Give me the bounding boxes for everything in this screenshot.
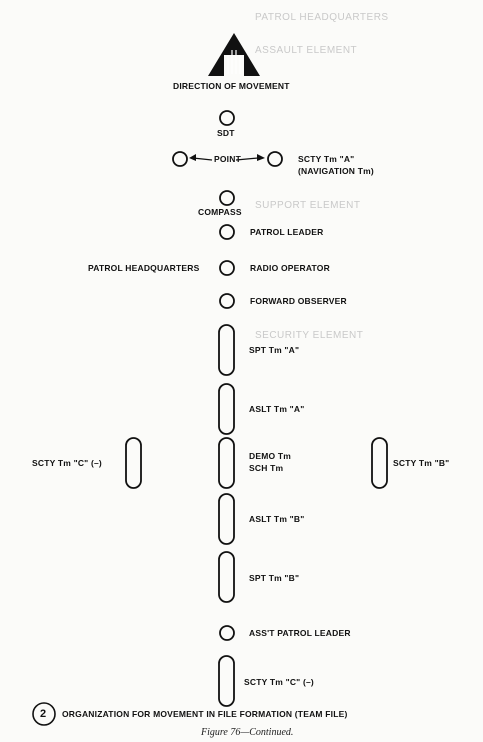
demo-sch-oval xyxy=(219,438,234,488)
aslt-b-oval xyxy=(219,494,234,544)
point-left-arrow-icon xyxy=(189,154,212,161)
bleed-through-text: ASSAULT ELEMENT xyxy=(255,45,358,56)
point-left-circle xyxy=(173,152,187,166)
scty-a-label: SCTY Tm "A" xyxy=(298,154,355,164)
sdt-label: SDT xyxy=(217,128,235,138)
navigation-team-label: (NAVIGATION Tm) xyxy=(298,166,374,176)
radio-operator-label: RADIO OPERATOR xyxy=(250,263,330,273)
sdt-circle xyxy=(220,111,234,125)
scty-b-oval xyxy=(372,438,387,488)
spt-a-oval xyxy=(219,325,234,375)
aslt-b-label: ASLT Tm "B" xyxy=(249,514,305,524)
spt-b-oval xyxy=(219,552,234,602)
patrol-leader-label: PATROL LEADER xyxy=(250,227,324,237)
compass-label: COMPASS xyxy=(198,207,242,217)
forward-observer-label: FORWARD OBSERVER xyxy=(250,296,347,306)
forward-observer-circle xyxy=(220,294,234,308)
radio-operator-circle xyxy=(220,261,234,275)
figure-caption: Figure 76—Continued. xyxy=(201,727,294,738)
spt-b-label: SPT Tm "B" xyxy=(249,573,300,583)
bleed-through-text: SECURITY ELEMENT xyxy=(255,330,364,341)
scty-c-bottom-label: SCTY Tm "C" (–) xyxy=(244,677,314,687)
scty-c-left-label: SCTY Tm "C" (–) xyxy=(32,458,102,468)
spt-a-label: SPT Tm "A" xyxy=(249,345,300,355)
scty-b-label: SCTY Tm "B" xyxy=(393,458,450,468)
scty-c-left-oval xyxy=(126,438,141,488)
aslt-a-label: ASLT Tm "A" xyxy=(249,404,305,414)
point-right-circle xyxy=(268,152,282,166)
direction-arrow-icon xyxy=(208,33,260,76)
compass-circle xyxy=(220,191,234,205)
patrol-headquarters-label: PATROL HEADQUARTERS xyxy=(88,263,200,273)
patrol-leader-circle xyxy=(220,225,234,239)
figure-title: ORGANIZATION FOR MOVEMENT IN FILE FORMATION (TEAM FILE) xyxy=(62,709,348,719)
figure-number: 2 xyxy=(40,708,47,720)
asst-patrol-leader-circle xyxy=(220,626,234,640)
bleed-through-text: PATROL HEADQUARTERS xyxy=(255,12,389,23)
sch-team-label: SCH Tm xyxy=(249,463,284,473)
asst-patrol-leader-label: ASS'T PATROL LEADER xyxy=(249,628,351,638)
direction-of-movement-label: DIRECTION OF MOVEMENT xyxy=(173,81,290,91)
bleed-through-text: SUPPORT ELEMENT xyxy=(255,200,361,211)
scty-c-bottom-oval xyxy=(219,656,234,706)
point-label: POINT xyxy=(214,154,241,164)
demo-team-label: DEMO Tm xyxy=(249,451,292,461)
aslt-a-oval xyxy=(219,384,234,434)
